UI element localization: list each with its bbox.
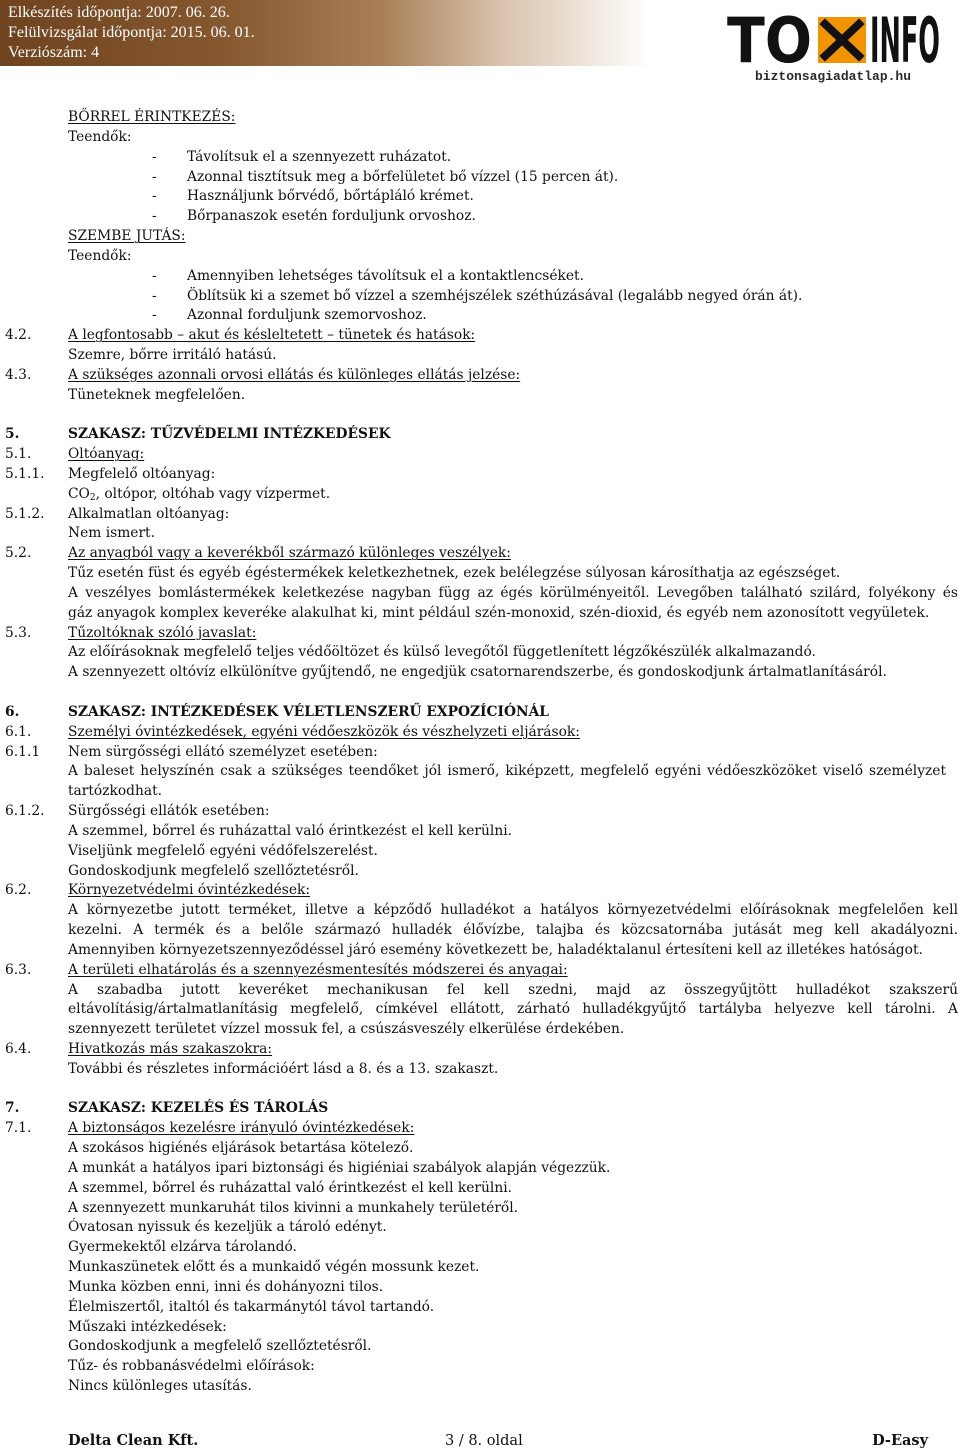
paragraph-text: A baleset helyszínén csak a szükséges teendőket jól ismerő, kiképzett, megfelelő egyéni védőeszközöket viselő személyzet — [68, 763, 946, 780]
section-number: 6.4. — [5, 1041, 32, 1057]
section-number: 4.3. — [5, 366, 32, 383]
section-number: 6.3. — [5, 961, 32, 978]
doc-line — [0, 921, 960, 941]
section-number: 6. — [5, 703, 20, 720]
paragraph-text: Óvatosan nyissuk és kezeljük a tároló edényt. — [68, 1219, 387, 1236]
subsection-title: Nem sürgősségi ellátó személyzet esetében: — [68, 743, 378, 760]
doc-line — [0, 762, 960, 782]
paragraph-text: Tűz esetén füst és egyéb égéstermékek keletkezhetnek, ezek belélegzése súlyosan károsíthatja az egészséget. — [68, 565, 841, 582]
section-number: 5.1.1. — [5, 465, 45, 482]
subsection-heading-row — [0, 465, 960, 485]
list-item — [0, 168, 960, 188]
bullet-dash: - — [152, 287, 157, 304]
subsection-title: Oltóanyag: — [68, 446, 145, 463]
fire-protection-label: Tűz- és robbanásvédelmi előírások: — [68, 1358, 315, 1375]
logo-text-info: INFO — [870, 12, 940, 68]
paragraph-text: A veszélyes bomlástermékek keletkezése nagyban függ az égés körülményeitől. Levegőben található szilárd, folyékony és — [68, 584, 958, 601]
subsection-title: Hivatkozás más szakaszokra: — [68, 1041, 273, 1057]
doc-line — [0, 108, 960, 128]
paragraph-text: Szemre, bőrre irritáló hatású. — [68, 347, 277, 364]
section-number: 5.1.2. — [5, 505, 45, 522]
subsection-title: Az anyagból vagy a keverékből származó különleges veszélyek: — [68, 545, 511, 562]
section-number: 5.3. — [5, 624, 32, 641]
doc-line — [0, 782, 960, 802]
subsection-heading-row — [0, 366, 960, 386]
subscript: 2 — [89, 492, 96, 503]
revision-date: Felülvizsgálat időpontja: 2015. 06. 01. — [8, 24, 255, 41]
subsection-title: Alkalmatlan oltóanyag: — [68, 505, 230, 522]
subsection-heading-row — [0, 1119, 960, 1139]
paragraph-text: gáz anyagok komplex keveréke alakulhat ki, mint például szén-monoxid, szén-dioxid, és egyéb nem azonosított vegyületek. — [68, 604, 930, 621]
paragraph-text: Nem ismert. — [68, 525, 155, 542]
created-date: Elkészítés időpontja: 2007. 06. 26. — [8, 4, 230, 21]
section-number: 5.1. — [5, 446, 32, 463]
section-number: 6.1. — [5, 723, 32, 740]
bullet-dash: - — [152, 188, 157, 205]
section-number: 6.1.1 — [5, 743, 41, 760]
eye-todo-label: Teendők: — [68, 247, 132, 264]
doc-line — [0, 584, 960, 604]
paragraph-text: A munkát a hatályos ipari biztonsági és higiéniai szabályok alapján végezzük. — [68, 1159, 611, 1176]
list-item — [0, 267, 960, 287]
paragraph-text: Gyermekektől elzárva tárolandó. — [68, 1239, 297, 1256]
list-item — [0, 207, 960, 227]
paragraph-text: kezelni. A termék és a belőle származó hulladék élővízbe, talajba és közcsatornába jutását meg kell akadályozni. — [68, 922, 958, 939]
paragraph-text: A környezetbe jutott terméket, illetve a képződő hulladékot a hatályos környezetvédelmi előírásoknak megfelelően kell — [68, 902, 958, 919]
doc-line — [0, 485, 960, 505]
section-title: SZAKASZ: INTÉZKEDÉSEK VÉLETLENSZERŰ EXPOZÍCIÓNÁL — [68, 703, 549, 720]
doc-line — [0, 247, 960, 267]
skin-step: Használjunk bőrvédő, bőrtápláló krémet. — [187, 188, 474, 205]
fire-protection-text: Nincs különleges utasítás. — [68, 1378, 252, 1395]
subsection-heading-row — [0, 802, 960, 822]
subsection-heading-row — [0, 505, 960, 525]
subsection-title: A biztonságos kezelésre irányuló óvintézkedések: — [68, 1120, 415, 1137]
doc-line — [0, 1159, 960, 1179]
paragraph-text: Élelmiszertől, italtól és takarmánytól távol tartandó. — [68, 1298, 435, 1315]
technical-measures-label: Műszaki intézkedések: — [68, 1318, 227, 1335]
logo-text-to: TO — [727, 12, 812, 68]
skin-step: Távolítsuk el a szennyezett ruházatot. — [187, 148, 452, 165]
subsection-title: Tűzoltóknak szóló javaslat: — [68, 624, 257, 641]
doc-line — [0, 981, 960, 1001]
list-item — [0, 287, 960, 307]
subsection-title: A szükséges azonnali orvosi ellátás és különleges ellátás jelzése: — [68, 366, 521, 383]
doc-line — [0, 564, 960, 584]
eye-step: Öblítsük ki a szemet bő vízzel a szemhéjszélek széthúzásával (legalább negyed órán át). — [187, 287, 803, 304]
subsection-heading-row — [0, 743, 960, 763]
eye-step: Azonnal forduljunk szemorvoshoz. — [187, 307, 427, 324]
paragraph-text: A szennyezett munkaruhát tilos kivinni a munkahely területéről. — [68, 1199, 519, 1216]
paragraph-text: A szabadba jutott keveréket mechanikusan fel kell szedni, majd az összegyűjtött hulladékot szakszerű — [68, 981, 958, 998]
paragraph-text: Amennyiben környezetszennyeződéssel járó esemény következett be, haladéktalanul értesíteni kell az illetékes hatóságot. — [68, 941, 923, 958]
toxinfo-logo — [725, 12, 945, 68]
subsection-heading-row — [0, 1040, 960, 1060]
doc-line — [0, 822, 960, 842]
bullet-dash: - — [152, 307, 157, 324]
doc-line — [0, 346, 960, 366]
document-body — [0, 108, 960, 1397]
doc-line — [0, 604, 960, 624]
doc-line — [0, 862, 960, 882]
paragraph-text: A szemmel, bőrrel és ruházattal való érintkezést el kell kerülni. — [68, 822, 512, 839]
section-number: 5.2. — [5, 545, 32, 562]
blank-line — [0, 1080, 960, 1100]
subsection-title: Személyi óvintézkedések, egyéni védőeszközök és vészhelyzeti eljárások: — [68, 723, 580, 740]
eye-contact-heading: SZEMBE JUTÁS: — [68, 228, 186, 245]
paragraph-text: szennyezett területet vízzel mossuk fel, a csúszásveszély elkerülése érdekében. — [68, 1021, 625, 1038]
doc-line — [0, 1278, 960, 1298]
eye-step: Amennyiben lehetséges távolítsuk el a kontaktlencséket. — [187, 267, 584, 284]
doc-line — [0, 1060, 960, 1080]
doc-line — [0, 1298, 960, 1318]
footer-product: D-Easy — [872, 1432, 928, 1449]
page-number: 3 / 8. oldal — [445, 1433, 523, 1449]
subsection-title: Sürgősségi ellátók esetében: — [68, 803, 270, 820]
hazard-x-icon — [818, 17, 866, 63]
subsection-heading-row — [0, 723, 960, 743]
doc-line — [0, 643, 960, 663]
blank-line — [0, 406, 960, 426]
paragraph-text: tartózkodhat. — [68, 783, 163, 800]
list-item — [0, 148, 960, 168]
skin-todo-label: Teendők: — [68, 128, 132, 145]
bullet-dash: - — [152, 168, 157, 185]
text-fragment: CO — [68, 485, 90, 502]
section-number: 4.2. — [5, 327, 32, 344]
doc-line — [0, 1179, 960, 1199]
section-number: 7. — [5, 1100, 20, 1117]
skin-step: Bőrpanaszok esetén forduljunk orvoshoz. — [187, 208, 476, 225]
paragraph-text: A szokásos higiénés eljárások betartása kötelező. — [68, 1140, 414, 1157]
bullet-dash: - — [152, 208, 157, 225]
paragraph-text: A szemmel, bőrrel és ruházattal való érintkezést el kell kerülni. — [68, 1179, 512, 1196]
subsection-title: A területi elhatárolás és a szennyezésmentesítés módszerei és anyagai: — [68, 961, 568, 978]
doc-line — [0, 842, 960, 862]
paragraph-text: Gondoskodjunk megfelelő szellőztetésről. — [68, 862, 359, 879]
doc-line — [0, 1377, 960, 1397]
doc-line — [0, 1318, 960, 1338]
doc-line — [0, 386, 960, 406]
section-number: 5. — [5, 426, 20, 443]
section-heading-row — [0, 425, 960, 445]
subsection-heading-row — [0, 881, 960, 901]
doc-line — [0, 1218, 960, 1238]
site-url: biztonsagiadatlap.hu — [755, 69, 912, 84]
bullet-dash: - — [152, 148, 157, 165]
section-number: 6.2. — [5, 882, 32, 899]
section-number: 7.1. — [5, 1120, 32, 1137]
doc-line — [0, 941, 960, 961]
paragraph-text: Az előírásoknak megfelelő teljes védőöltözet és külső levegőtől függetlenített légzőkészülék alkalmazandó. — [68, 644, 816, 661]
doc-line — [0, 128, 960, 148]
doc-line — [0, 1020, 960, 1040]
paragraph-text: Munkaszünetek előtt és a munkaidő végén mossunk kezet. — [68, 1259, 480, 1276]
footer-company: Delta Clean Kft. — [68, 1432, 199, 1449]
doc-line — [0, 1238, 960, 1258]
subsection-title: Megfelelő oltóanyag: — [68, 465, 216, 482]
version-number: Verziószám: 4 — [8, 44, 100, 61]
subsection-title: Környezetvédelmi óvintézkedések: — [68, 882, 311, 899]
skin-step: Azonnal tisztítsuk meg a bőrfelületet bő vízzel (15 percen át). — [187, 168, 619, 185]
subsection-heading-row — [0, 326, 960, 346]
doc-line — [0, 227, 960, 247]
doc-line — [0, 1357, 960, 1377]
doc-line — [0, 1337, 960, 1357]
doc-line — [0, 1258, 960, 1278]
extinguishing-agents-text — [68, 485, 330, 505]
doc-line — [0, 1139, 960, 1159]
paragraph-text: Munka közben enni, inni és dohányozni tilos. — [68, 1278, 384, 1295]
subsection-title: A legfontosabb – akut és késleltetett – tünetek és hatások: — [68, 327, 476, 344]
section-heading-row — [0, 1099, 960, 1119]
section-heading-row — [0, 703, 960, 723]
subsection-heading-row — [0, 624, 960, 644]
section-number: 6.1.2. — [5, 803, 45, 820]
blank-line — [0, 683, 960, 703]
doc-line — [0, 1199, 960, 1219]
list-item — [0, 306, 960, 326]
subsection-heading-row — [0, 544, 960, 564]
paragraph-text: A szennyezett oltóvíz elkülönítve gyűjtendő, ne engedjük csatornarendszerbe, és gondoskodjunk ártalmatlanításáról. — [68, 664, 887, 681]
doc-line — [0, 901, 960, 921]
skin-contact-heading: BŐRREL ÉRINTKEZÉS: — [68, 109, 236, 126]
technical-measures-text: Gondoskodjunk a megfelelő szellőztetésről. — [68, 1338, 372, 1355]
bullet-dash: - — [152, 267, 157, 284]
doc-line — [0, 1000, 960, 1020]
paragraph-text: Tüneteknek megfelelően. — [68, 386, 246, 403]
paragraph-text: Viseljünk megfelelő egyéni védőfelszerelést. — [68, 842, 378, 859]
doc-line — [0, 663, 960, 683]
subsection-heading-row — [0, 961, 960, 981]
doc-line — [0, 524, 960, 544]
subsection-heading-row — [0, 445, 960, 465]
paragraph-text: eltávolításig/ártalmatlanításig megfelelő, címkével ellátott, zárható hulladékgyűjtő tartályba helyezve kell tárolni. A — [68, 1001, 958, 1018]
text-fragment: , oltópor, oltóhab vagy vízpermet. — [95, 485, 331, 502]
section-title: SZAKASZ: KEZELÉS ÉS TÁROLÁS — [68, 1100, 329, 1117]
section-title: SZAKASZ: TŰZVÉDELMI INTÉZKEDÉSEK — [68, 426, 391, 443]
list-item — [0, 187, 960, 207]
paragraph-text: További és részletes információért lásd a 8. és a 13. szakaszt. — [68, 1060, 499, 1077]
